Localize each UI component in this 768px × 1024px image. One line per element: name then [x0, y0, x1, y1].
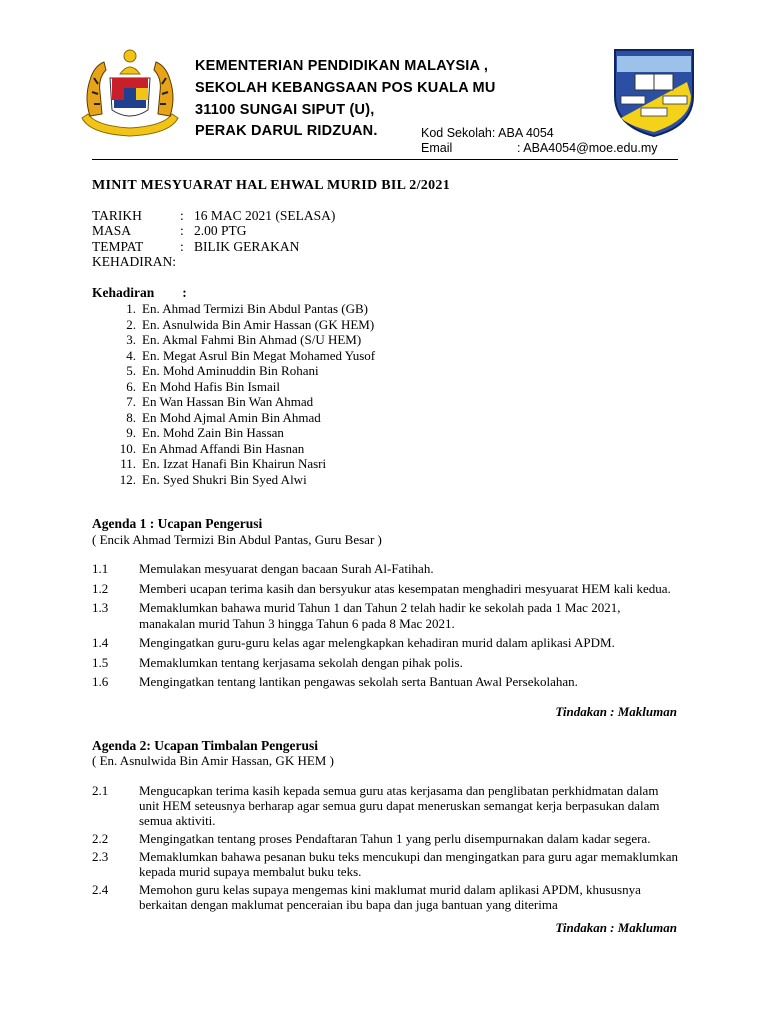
list-item	[110, 410, 375, 426]
agenda-item-number: 2.4	[92, 882, 109, 897]
agenda-item-text: Memaklumkan tentang kerjasama sekolah dengan pihak polis.	[139, 654, 463, 670]
agenda-item-text: Memaklumkan bahawa murid Tahun 1 dan Tahun 2 telah hadir ke sekolah pada 1 Mac 2021, manakalan murid Tahun 3 hingga Tahun 6 pada 8 Mac 2021.	[139, 600, 621, 631]
list-item-name: En Mohd Ajmal Amin Bin Ahmad	[142, 409, 321, 425]
agenda-item-number: 1.3	[92, 600, 109, 615]
list-item-name: En. Asnulwida Bin Amir Hassan (GK HEM)	[142, 316, 375, 332]
agenda-item	[92, 600, 678, 631]
meta-row-attendance	[92, 254, 335, 269]
list-item-name: En. Syed Shukri Bin Syed Alwi	[142, 471, 307, 487]
document-title: MINIT MESYUARAT HAL EHWAL MURID BIL 2/2021	[92, 178, 450, 193]
list-item	[110, 348, 375, 364]
school-code: Kod Sekolah: ABA 4054	[421, 126, 554, 140]
school-logo-icon	[611, 46, 697, 138]
agenda-item-number: 1.1	[92, 561, 109, 576]
agenda-item	[92, 831, 678, 846]
agenda-item-text: Memaklumkan bahawa pesanan buku teks mencukupi dan mengingatkan para guru agar memaklumkan kepada murid supaya membalut buku teks.	[139, 849, 678, 879]
agenda-item-text: Memulakan mesyuarat dengan bacaan Surah Al-Fatihah.	[139, 561, 434, 576]
list-item-name: En Mohd Hafis Bin Ismail	[142, 378, 280, 394]
attendance-list	[110, 301, 375, 487]
list-item	[110, 379, 375, 395]
meta-key: MASA	[92, 223, 132, 239]
email-value: : ABA4054@moe.edu.my	[517, 141, 658, 155]
meta-row-date	[92, 208, 335, 223]
agenda-item	[92, 674, 678, 690]
agenda2-speaker: ( En. Asnulwida Bin Amir Hassan, GK HEM )	[92, 753, 334, 768]
list-item-number: 6.	[126, 378, 136, 394]
agenda2-action: Tindakan : Makluman	[555, 920, 677, 935]
list-item-number: 2.	[126, 316, 136, 332]
agenda1-action: Tindakan : Makluman	[555, 704, 677, 719]
list-item	[110, 456, 375, 472]
list-item	[110, 472, 375, 488]
meeting-details	[92, 208, 335, 269]
attendance-heading-colon: :	[182, 285, 187, 300]
list-item-number: 11.	[120, 456, 136, 471]
agenda-item-number: 1.4	[92, 635, 109, 650]
agenda-item-number: 2.2	[92, 831, 109, 846]
meta-sep: :	[180, 223, 184, 239]
meta-sep: :	[180, 208, 184, 223]
agenda2-items	[92, 783, 678, 915]
list-item	[110, 301, 375, 317]
school-name: SEKOLAH KEBANGSAAN POS KUALA MU	[195, 80, 496, 96]
meta-value: 2.00 PTG	[194, 223, 247, 239]
list-item-name: En. Mohd Zain Bin Hassan	[142, 425, 284, 440]
meta-value: BILIK GERAKAN	[194, 238, 300, 254]
list-item	[110, 363, 375, 379]
list-item-name: En. Ahmad Termizi Bin Abdul Pantas (GB)	[142, 301, 368, 316]
list-item-number: 5.	[126, 363, 136, 378]
agenda-item	[92, 783, 678, 828]
agenda-item-text: Mengingatkan guru-guru kelas agar melengkapkan kehadiran murid dalam aplikasi APDM.	[139, 635, 615, 650]
attendance-heading	[92, 285, 187, 301]
meta-key: KEHADIRAN:	[92, 253, 176, 269]
list-item-number: 7.	[126, 394, 136, 409]
list-item	[110, 394, 375, 410]
agenda1-items	[92, 561, 678, 694]
list-item	[110, 425, 375, 441]
agenda-item-number: 2.3	[92, 849, 109, 864]
list-item-number: 10.	[119, 440, 136, 456]
meta-value: 16 MAC 2021 (SELASA)	[194, 208, 336, 223]
agenda-item	[92, 655, 678, 671]
agenda1-title: Agenda 1 : Ucapan Pengerusi	[92, 516, 263, 531]
list-item-name: En. Izzat Hanafi Bin Khairun Nasri	[142, 456, 327, 471]
agenda-item-text: Memberi ucapan terima kasih dan bersyukur atas kesempatan menghadiri mesyuarat HEM kali kedua.	[139, 580, 671, 596]
list-item-number: 3.	[126, 332, 136, 347]
agenda-item-text: Mengingatkan tentang proses Pendaftaran Tahun 1 yang perlu disempurnakan dalam kadar segera.	[139, 831, 651, 846]
agenda-item-text: Memohon guru kelas supaya mengemas kini maklumat murid dalam aplikasi APDM, khususnya berkaitan dengan maklumat penceraian ibu bapa dan juga bantuan yang diterima	[139, 882, 641, 912]
meta-key: TARIKH	[92, 208, 142, 223]
meta-row-time	[92, 223, 335, 238]
agenda-item-text: Mengingatkan tentang lantikan pengawas sekolah serta Bantuan Awal Persekolahan.	[139, 674, 578, 689]
agenda2-title: Agenda 2: Ucapan Timbalan Pengerusi	[92, 738, 319, 753]
list-item	[110, 332, 375, 348]
list-item-name: En Wan Hassan Bin Wan Ahmad	[142, 394, 314, 409]
list-item-number: 1.	[126, 301, 136, 316]
agenda-item	[92, 882, 678, 912]
list-item-number: 8.	[126, 409, 136, 425]
agenda-item-number: 1.2	[92, 580, 109, 596]
list-item-name: En. Megat Asrul Bin Megat Mohamed Yusof	[142, 347, 376, 363]
list-item-number: 4.	[126, 347, 136, 363]
list-item-name: En. Mohd Aminuddin Bin Rohani	[142, 363, 319, 378]
ministry-name: KEMENTERIAN PENDIDIKAN MALAYSIA ,	[195, 58, 489, 74]
agenda1-speaker: ( Encik Ahmad Termizi Bin Abdul Pantas, Guru Besar )	[92, 532, 382, 547]
agenda-item	[92, 581, 678, 597]
agenda-item	[92, 849, 678, 879]
attendance-heading-label: Kehadiran	[92, 285, 155, 300]
email-label: Email	[421, 141, 453, 155]
list-item-name: En. Akmal Fahmi Bin Ahmad (S/U HEM)	[142, 332, 362, 347]
header-divider	[92, 159, 678, 160]
list-item-number: 9.	[126, 425, 136, 440]
school-state: PERAK DARUL RIDZUAN.	[195, 123, 378, 139]
school-address: 31100 SUNGAI SIPUT (U),	[195, 102, 375, 118]
agenda-item	[92, 635, 678, 651]
letterhead	[0, 0, 768, 160]
list-item-name: En Ahmad Affandi Bin Hasnan	[142, 440, 305, 456]
agenda-item-number: 2.1	[92, 783, 109, 798]
meta-row-place	[92, 239, 335, 254]
list-item	[110, 441, 375, 457]
agenda-item-number: 1.6	[92, 674, 109, 689]
agenda-item-number: 1.5	[92, 654, 109, 670]
meta-sep: :	[180, 238, 184, 254]
agenda-item	[92, 561, 678, 577]
agenda-item-text: Mengucapkan terima kasih kepada semua guru atas kerjasama dan penglibatan perkhidmatan dalam unit HEM seteusnya berharap agar semua guru dapat meneruskan semangat kerja berpasukan dalam semua aktiviti.	[139, 783, 660, 828]
meta-key: TEMPAT	[92, 238, 144, 254]
malaysia-coat-of-arms-icon	[76, 48, 184, 140]
list-item-number: 12.	[119, 471, 136, 487]
list-item	[110, 317, 375, 333]
